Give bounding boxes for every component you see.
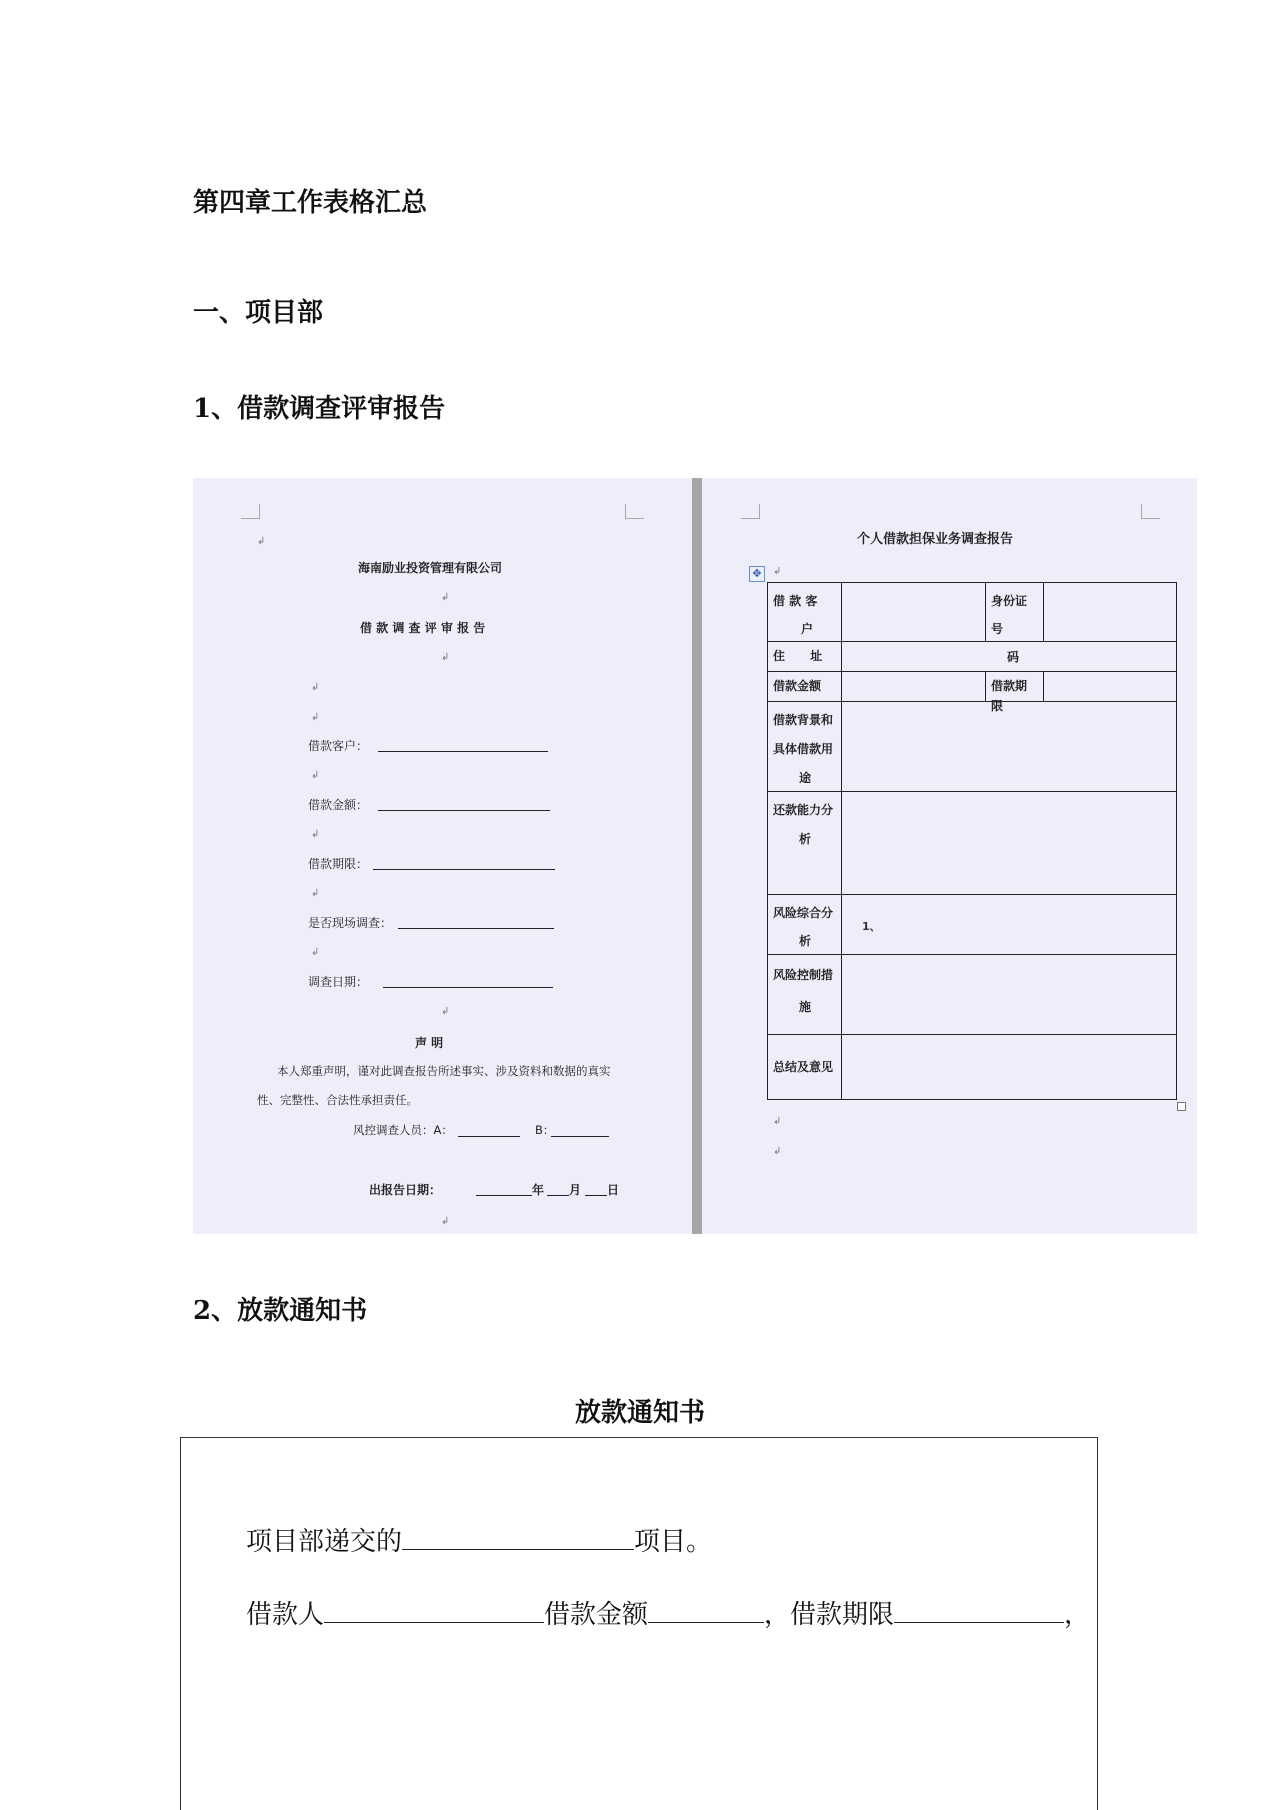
year-line[interactable]: [476, 1195, 532, 1196]
notice-amount-label: 借款金额: [544, 1600, 649, 1630]
paragraph-mark: ↲: [773, 1146, 782, 1157]
right-report-title: 个人借款担保业务调查报告: [857, 532, 1014, 547]
notice-borrower-label: 借款人: [246, 1600, 325, 1630]
field-line-term[interactable]: [373, 869, 555, 870]
table-move-icon[interactable]: ✥: [749, 566, 765, 582]
investigator-a-line[interactable]: [458, 1136, 520, 1137]
amount-blank[interactable]: [648, 1598, 764, 1623]
notice-line1-suffix: 项目。: [634, 1527, 713, 1557]
paragraph-mark: ↲: [773, 1116, 782, 1127]
paragraph-mark: ↲: [311, 682, 320, 693]
paragraph-mark: ↲: [311, 770, 320, 781]
cell-term-value[interactable]: [1043, 671, 1177, 702]
field-label-date: 调查日期：: [308, 975, 369, 989]
page-corner-mark: [241, 504, 260, 519]
cell-risk-value[interactable]: [841, 894, 1177, 955]
investigators-label: 风控调查人员：A：: [353, 1123, 453, 1137]
cell-background-label: 借款背景和 具体借款用 途: [767, 701, 842, 792]
paragraph-mark: ↲: [441, 1216, 450, 1227]
subsection-heading-disbursement: 2、放款通知书: [193, 1296, 368, 1326]
notice-term-label: ，借款期限: [764, 1600, 895, 1630]
field-line-amount[interactable]: [378, 810, 550, 811]
cell-repay-value[interactable]: [841, 791, 1177, 895]
paragraph-mark: ↲: [441, 592, 450, 603]
cell-control-value[interactable]: [841, 954, 1177, 1035]
field-label-client: 借款客户：: [308, 739, 369, 753]
page-corner-mark: [625, 504, 644, 519]
cell-term-label: 借款期限: [985, 671, 1044, 702]
borrower-blank[interactable]: [324, 1598, 544, 1623]
page-corner-mark: [741, 504, 760, 519]
declaration-line-1: 本人郑重声明，谨对此调查报告所述事实、涉及资料和数据的真实: [277, 1064, 611, 1078]
year-label: 年: [532, 1183, 545, 1197]
declaration-title: 声 明: [415, 1036, 444, 1050]
chapter-title: 第四章工作表格汇总: [193, 188, 428, 218]
page-corner-mark: [1141, 504, 1160, 519]
declaration-line-2: 性、完整性、合法性承担责任。: [257, 1093, 418, 1107]
table-resize-handle[interactable]: [1177, 1102, 1186, 1111]
field-label-term: 借款期限：: [308, 857, 369, 871]
cell-risk-label: 风险综合分 析: [767, 894, 842, 955]
section-heading: 一、项目部: [193, 298, 324, 328]
paragraph-mark: ↲: [257, 536, 266, 547]
notice-box: [180, 1437, 1098, 1810]
report-date-label: 出报告日期：: [369, 1183, 442, 1197]
field-label-amount: 借款金额：: [308, 798, 369, 812]
paragraph-mark: ↲: [311, 712, 320, 723]
day-label: 日: [607, 1183, 620, 1197]
paragraph-mark: ↲: [441, 1006, 450, 1017]
cell-background-value[interactable]: [841, 701, 1177, 792]
field-line-client[interactable]: [378, 751, 548, 752]
project-name-blank[interactable]: [402, 1525, 634, 1550]
notice-line2-end: ，: [1064, 1600, 1091, 1630]
cell-amount-label: 借款金额: [767, 671, 842, 702]
paragraph-mark: ↲: [311, 829, 320, 840]
cell-address-label: 住 址: [767, 641, 842, 672]
cell-address-value[interactable]: [841, 641, 1177, 672]
cell-repay-label: 还款能力分 析: [767, 791, 842, 895]
investigation-table: [767, 582, 1177, 1100]
cell-client-value[interactable]: [841, 582, 986, 642]
report-title: 借 款 调 查 评 审 报 告: [360, 621, 486, 635]
cell-id-value[interactable]: [1043, 582, 1177, 642]
investigator-b-line[interactable]: [551, 1136, 609, 1137]
paragraph-mark: ↲: [311, 888, 320, 899]
field-line-date[interactable]: [383, 987, 553, 988]
month-label: 月: [569, 1183, 582, 1197]
notice-title: 放款通知书: [574, 1398, 705, 1428]
report-screenshot: [193, 478, 1197, 1234]
cell-amount-value[interactable]: [841, 671, 986, 702]
day-line[interactable]: [585, 1195, 607, 1196]
paragraph-mark: ↲: [773, 566, 782, 577]
investigator-b-label: B：: [535, 1123, 555, 1137]
company-name: 海南励业投资管理有限公司: [358, 561, 503, 575]
risk-value-text: 1、: [862, 920, 881, 933]
notice-line-project: [246, 1521, 712, 1558]
paragraph-mark: ↲: [311, 947, 320, 958]
cell-id-label: 身份证号 码: [985, 582, 1044, 642]
term-blank[interactable]: [894, 1598, 1064, 1623]
cell-client-label: 借 款 客 户: [767, 582, 842, 642]
cell-summary-value[interactable]: [841, 1034, 1177, 1100]
cell-summary-label: 总结及意见: [767, 1034, 842, 1100]
subsection-heading-loan-report: 1、借款调查评审报告: [193, 394, 446, 424]
notice-line1-prefix: 项目部递交的: [246, 1527, 403, 1557]
page-divider: [692, 478, 702, 1234]
month-line[interactable]: [547, 1195, 569, 1196]
field-line-site-visit[interactable]: [398, 928, 554, 929]
field-label-site-visit: 是否现场调查：: [308, 916, 393, 930]
notice-line-borrower: [246, 1594, 1090, 1631]
cell-control-label: 风险控制措 施: [767, 954, 842, 1035]
paragraph-mark: ↲: [441, 652, 450, 663]
